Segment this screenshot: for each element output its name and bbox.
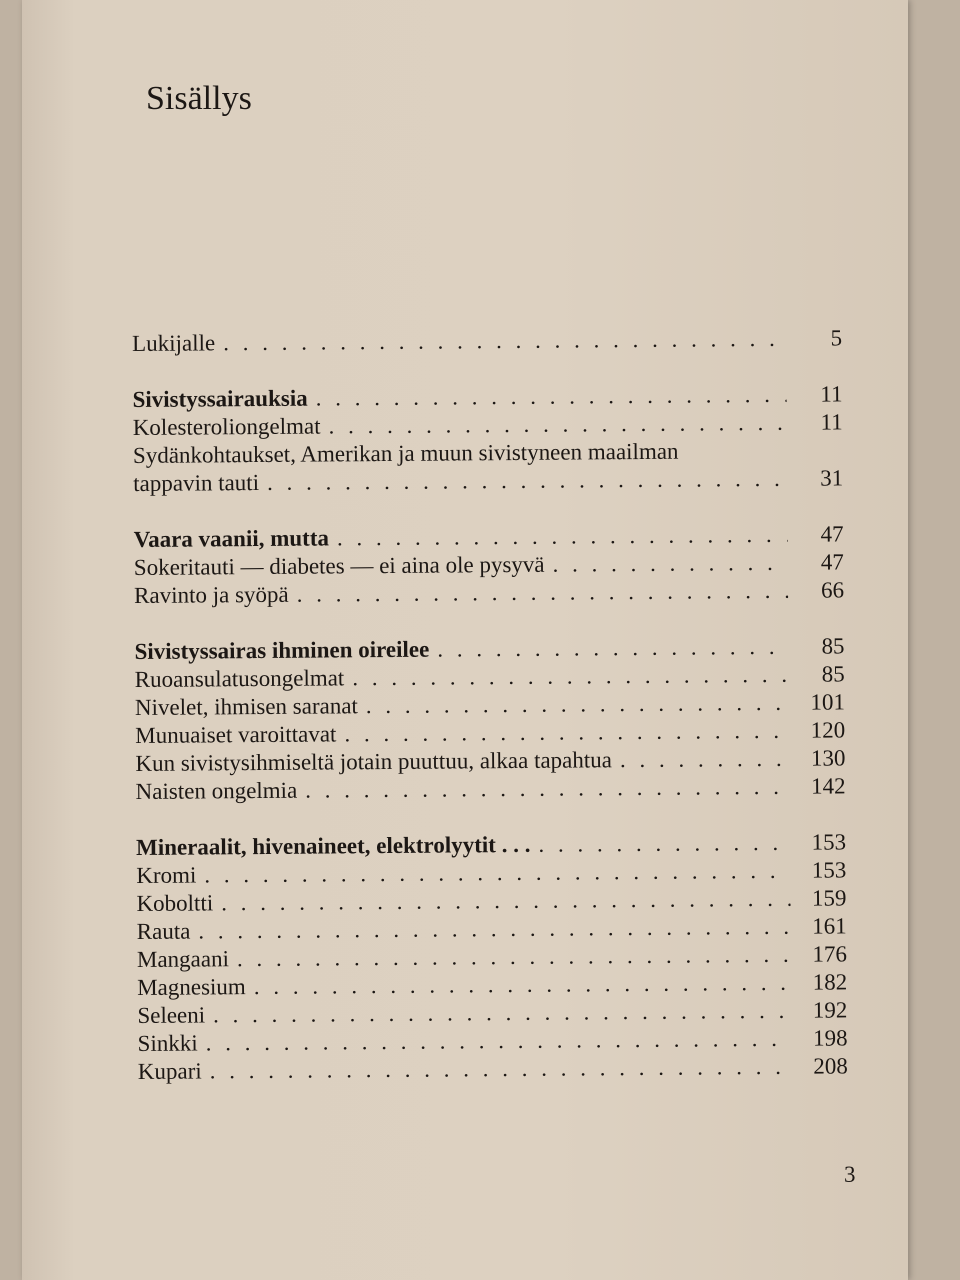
- entry-page: 31: [820, 465, 844, 491]
- toc-entry: [132, 324, 842, 358]
- entry-label-line1: Sydänkohtaukset, Amerikan ja muun sivistyneen maailman: [132, 438, 679, 468]
- dot-leader: [267, 465, 787, 497]
- dot-leader: [352, 661, 789, 692]
- entry-label: Munuaiset varoittavat: [135, 721, 337, 748]
- book-page: [22, 0, 908, 1280]
- entry-label: Mangaani: [136, 946, 230, 972]
- entry-label: tappavin tauti: [133, 470, 260, 496]
- entry-label: Koboltti: [136, 890, 214, 916]
- entry-label: Sokeritauti — diabetes — ei aina ole pysyvä: [133, 551, 545, 580]
- entry-label: Naisten ongelmia: [135, 777, 298, 804]
- toc-entry: [133, 464, 843, 498]
- dot-leader: [328, 409, 786, 441]
- entry-page: 130: [810, 745, 846, 771]
- dot-leader: [223, 325, 786, 357]
- dot-leader: [437, 633, 788, 664]
- entry-page: 142: [811, 773, 846, 799]
- dot-leader: [620, 745, 790, 774]
- entry-label: Ruoansulatusongelmat: [134, 665, 345, 692]
- entry-page: 66: [820, 577, 845, 603]
- entry-page: 101: [810, 689, 846, 715]
- entry-page: 11: [820, 381, 843, 407]
- entry-label: Sivistyssairas ihminen oireilee: [134, 636, 430, 664]
- entry-page: 182: [812, 969, 848, 995]
- entry-label: Nivelet, ihmisen saranat: [134, 693, 358, 720]
- entry-page: 198: [812, 1025, 848, 1051]
- entry-page: 161: [812, 913, 847, 939]
- dot-leader: [538, 829, 790, 859]
- entry-label: Ravinto ja syöpä: [133, 581, 289, 608]
- dot-leader: [337, 521, 788, 553]
- entry-page: 208: [813, 1053, 848, 1079]
- entry-page: 47: [820, 549, 844, 575]
- dot-leader: [254, 969, 792, 1001]
- toc-entry: [138, 1052, 848, 1086]
- entry-page: 47: [820, 521, 844, 547]
- entry-page: 192: [812, 997, 848, 1023]
- entry-label: Lukijalle: [132, 330, 216, 356]
- dot-leader: [344, 717, 789, 748]
- entry-page: 120: [810, 717, 846, 743]
- dot-leader: [552, 549, 788, 579]
- entry-page: 159: [811, 885, 847, 911]
- dot-leader: [297, 577, 789, 609]
- dot-leader: [221, 885, 791, 917]
- entry-label: Sinkki: [137, 1030, 198, 1056]
- entry-label: Sivistyssairauksia: [132, 385, 308, 412]
- entry-page: 153: [811, 857, 847, 883]
- dot-leader: [366, 689, 789, 720]
- entry-page: 11: [820, 409, 843, 435]
- entry-page: 176: [812, 941, 848, 967]
- dot-leader: [213, 997, 791, 1030]
- entry-label: Seleeni: [137, 1002, 206, 1028]
- dot-leader: [316, 381, 787, 413]
- entry-label: Kolesteroliongelmat: [132, 413, 321, 440]
- entry-label: Kun sivistysihmiseltä jotain puuttuu, alkaa tapahtua: [135, 747, 613, 776]
- toc-entry: [136, 772, 846, 806]
- entry-label: Vaara vaanii, mutta: [133, 525, 330, 552]
- table-of-contents: [132, 324, 848, 1086]
- page-title: Sisällys: [146, 80, 252, 117]
- dot-leader: [210, 1053, 792, 1086]
- entry-page: 5: [830, 325, 843, 351]
- toc-entry: [134, 576, 844, 610]
- entry-page: 85: [821, 633, 845, 659]
- entry-label: Magnesium: [137, 974, 246, 1000]
- dot-leader: [305, 773, 790, 805]
- entry-page: 85: [821, 661, 845, 687]
- entry-label: Kromi: [136, 862, 197, 888]
- dot-leader: [237, 941, 791, 973]
- entry-page: 153: [811, 829, 847, 855]
- entry-label: Rauta: [136, 918, 191, 944]
- entry-label: Kupari: [137, 1058, 202, 1084]
- toc-entry: [133, 408, 843, 442]
- page-number: 3: [844, 1162, 856, 1187]
- entry-label: Mineraalit, hivenaineet, elektrolyytit . . .: [135, 831, 531, 860]
